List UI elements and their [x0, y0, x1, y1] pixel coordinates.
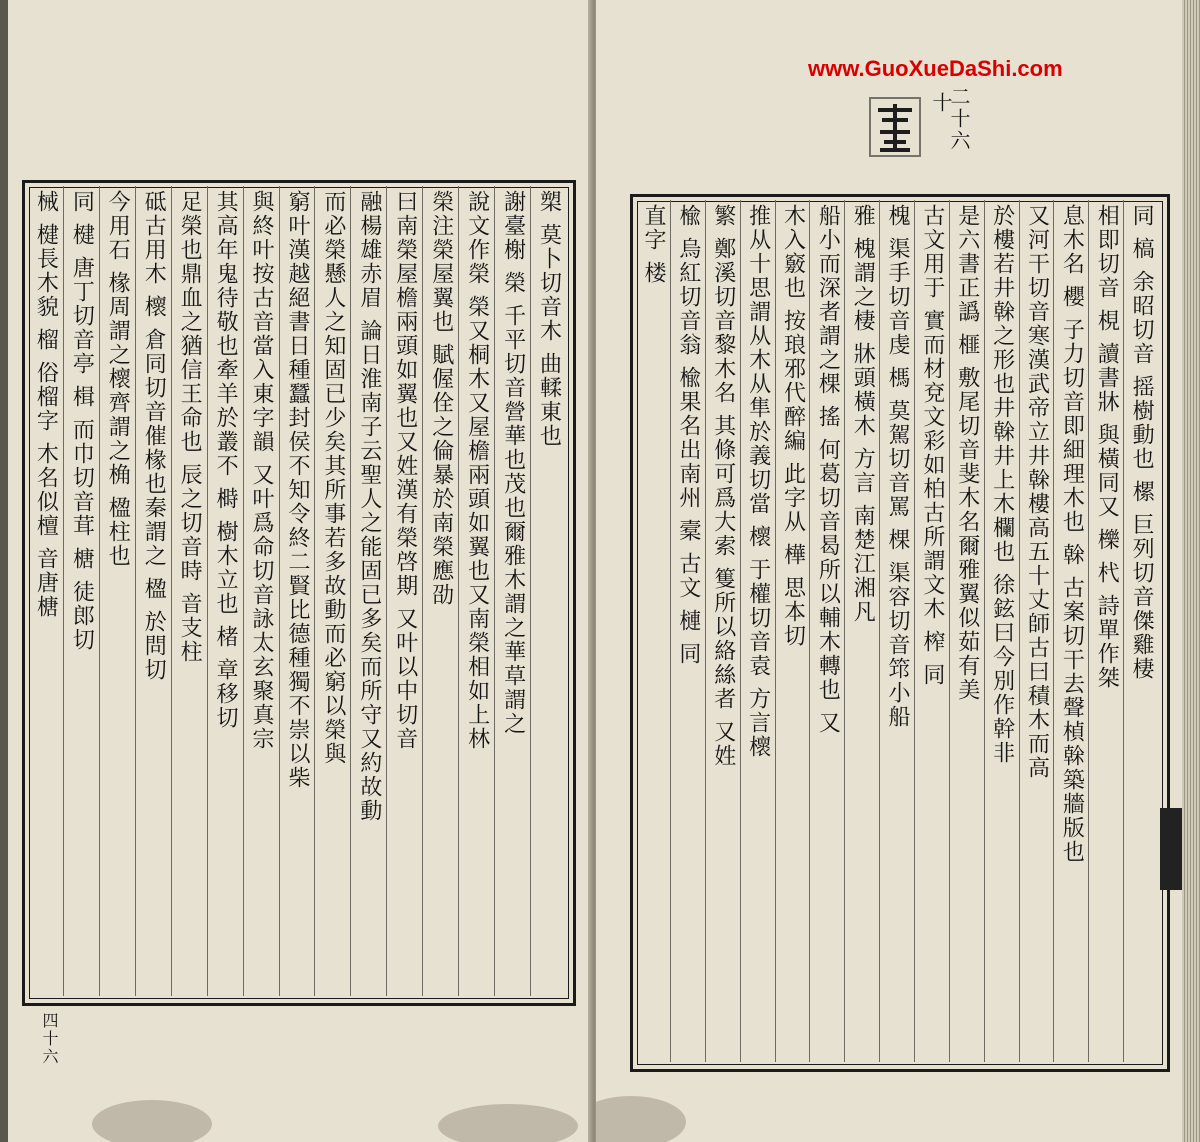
column-text: 曰南榮屋檐兩頭如翼也又姓漢有榮啓期 又叶以中切音	[392, 190, 418, 751]
column-text: 融楊雄赤眉 論日淮南子云聖人之能固已多矣而所守又約故動	[356, 190, 382, 823]
text-column	[984, 200, 1019, 1062]
text-column	[740, 200, 775, 1062]
text-column	[705, 200, 740, 1062]
text-column	[844, 200, 879, 1062]
column-text: 槊 莫卜切音木 曲輮東也	[536, 190, 562, 448]
text-column	[422, 186, 458, 996]
column-text: 於樓若井榦之形也井榦井上木欄也 徐鉉曰今別作幹非	[989, 204, 1015, 765]
text-column	[386, 186, 422, 996]
text-column	[28, 186, 63, 996]
column-text: 謝臺榭 榮 千平切音營華也茂也爾雅木謂之華草謂之	[500, 190, 526, 736]
paper-damage	[596, 1096, 686, 1142]
paper-damage	[438, 1104, 578, 1142]
column-text: 息木名 櫻 子力切音即細理木也 榦 古案切干去聲楨榦築牆版也	[1059, 204, 1085, 864]
text-column	[350, 186, 386, 996]
column-text: 榮注榮屋翼也 賦偓佺之倫暴於南榮應劭	[428, 190, 454, 607]
right-page	[596, 0, 1182, 1142]
column-text: 是六書正譌 榧 敷尾切音斐木名爾雅翼似茹有美	[954, 204, 980, 702]
column-text: 楡 烏紅切音翁 楡果名出南州 槖 古文 槤 同	[675, 204, 701, 666]
paper-damage	[92, 1100, 212, 1142]
text-column	[207, 186, 243, 996]
seal-stamp-icon	[868, 96, 922, 158]
column-text: 足榮也鼎血之猶信王命也 辰之切音時 音支柱	[177, 190, 203, 664]
running-title-extra-text: 十	[929, 92, 953, 114]
text-column	[949, 200, 984, 1062]
page-tab-marker	[1160, 808, 1182, 890]
text-column	[171, 186, 207, 996]
page-number-text: 四十六	[40, 1012, 59, 1066]
text-column	[99, 186, 135, 996]
column-text: 說文作榮 榮又桐木又屋檐兩頭如翼也又南榮相如上林	[464, 190, 490, 751]
running-title-text: 二十六	[947, 86, 971, 152]
left-page	[8, 0, 594, 1142]
text-column	[63, 186, 99, 996]
column-text: 與終叶按古音當入東字韻 又叶爲命切音詠太玄聚真宗	[249, 190, 275, 751]
text-column	[809, 200, 844, 1062]
column-text: 木入竅也 按琅邪代醉編 此字从 樺 思本切	[780, 204, 806, 648]
column-text: 同 槁 余昭切音 摇樹動也 樏 巨列切音傑雞棲	[1129, 204, 1155, 681]
text-column	[314, 186, 350, 996]
running-title-extra	[926, 92, 956, 118]
page-number	[34, 1012, 64, 1070]
right-page-columns	[636, 200, 1158, 1062]
column-text: 械 楗長木貌 榴 俗榴字 木名似檀 音唐榶	[33, 190, 59, 619]
text-column	[1123, 200, 1158, 1062]
left-page-columns	[28, 186, 566, 996]
text-column	[879, 200, 914, 1062]
column-text: 推从十思謂从木从隼於義切當 櫰 于權切音袁 方言櫰	[745, 204, 771, 759]
column-text: 雅 槐謂之棲 牀頭橫木 方言 南楚江湘凡	[850, 204, 876, 624]
text-column	[1088, 200, 1123, 1062]
column-text: 直字 楼	[641, 204, 667, 285]
column-text: 其高年鬼待敬也牽羊於叢不 榯 樹木立也 楮 章移切	[213, 190, 239, 730]
text-column	[1053, 200, 1088, 1062]
page-edge	[1182, 0, 1200, 1142]
text-column	[636, 200, 670, 1062]
text-column	[135, 186, 171, 996]
watermark: www.GuoXueDaShi.com	[808, 56, 1063, 81]
column-text: 同 楗 唐丁切音亭 楫 而巾切音茸 榶 徒郎切	[69, 190, 95, 652]
column-text: 窮叶漢越絕書日種蠶封侯不知令終二賢比德種獨不崇以柴	[284, 190, 310, 790]
column-text: 槐 渠手切音虔 榪 莫駕切音罵 棵 渠容切音筇小船	[885, 204, 911, 729]
column-text: 船小而深者謂之棵 搖 何葛切音曷所以輔木轉也 又	[815, 204, 841, 735]
text-column	[670, 200, 705, 1062]
text-column	[1019, 200, 1054, 1062]
text-column	[914, 200, 949, 1062]
text-column	[279, 186, 315, 996]
column-text: 古文用于 實而材兗文彩如柏古所謂文木 榨 同	[919, 204, 945, 687]
column-text: 砥古用木 櫰 倉同切音催椽也秦謂之 楹 於問切	[141, 190, 167, 682]
text-column	[458, 186, 494, 996]
text-column	[243, 186, 279, 996]
column-text: 又河干切音寒漢武帝立井榦樓高五十丈師古曰積木而高	[1024, 204, 1050, 780]
text-column	[530, 186, 566, 996]
column-text: 繁 鄭溪切音黎木名 其條可爲大索 篗所以絡絲者 又姓	[710, 204, 736, 768]
column-text: 而必榮懸人之知固已少矣其所事若多故動而必窮以榮與	[320, 190, 346, 766]
column-text: 今用石 椽周謂之櫰齊謂之桷 楹柱也	[105, 190, 131, 568]
text-column	[494, 186, 530, 996]
text-column	[775, 200, 810, 1062]
column-text: 相即切音 梘 讀書牀 與橫同又 櫟 杙 詩單作桀	[1094, 204, 1120, 690]
